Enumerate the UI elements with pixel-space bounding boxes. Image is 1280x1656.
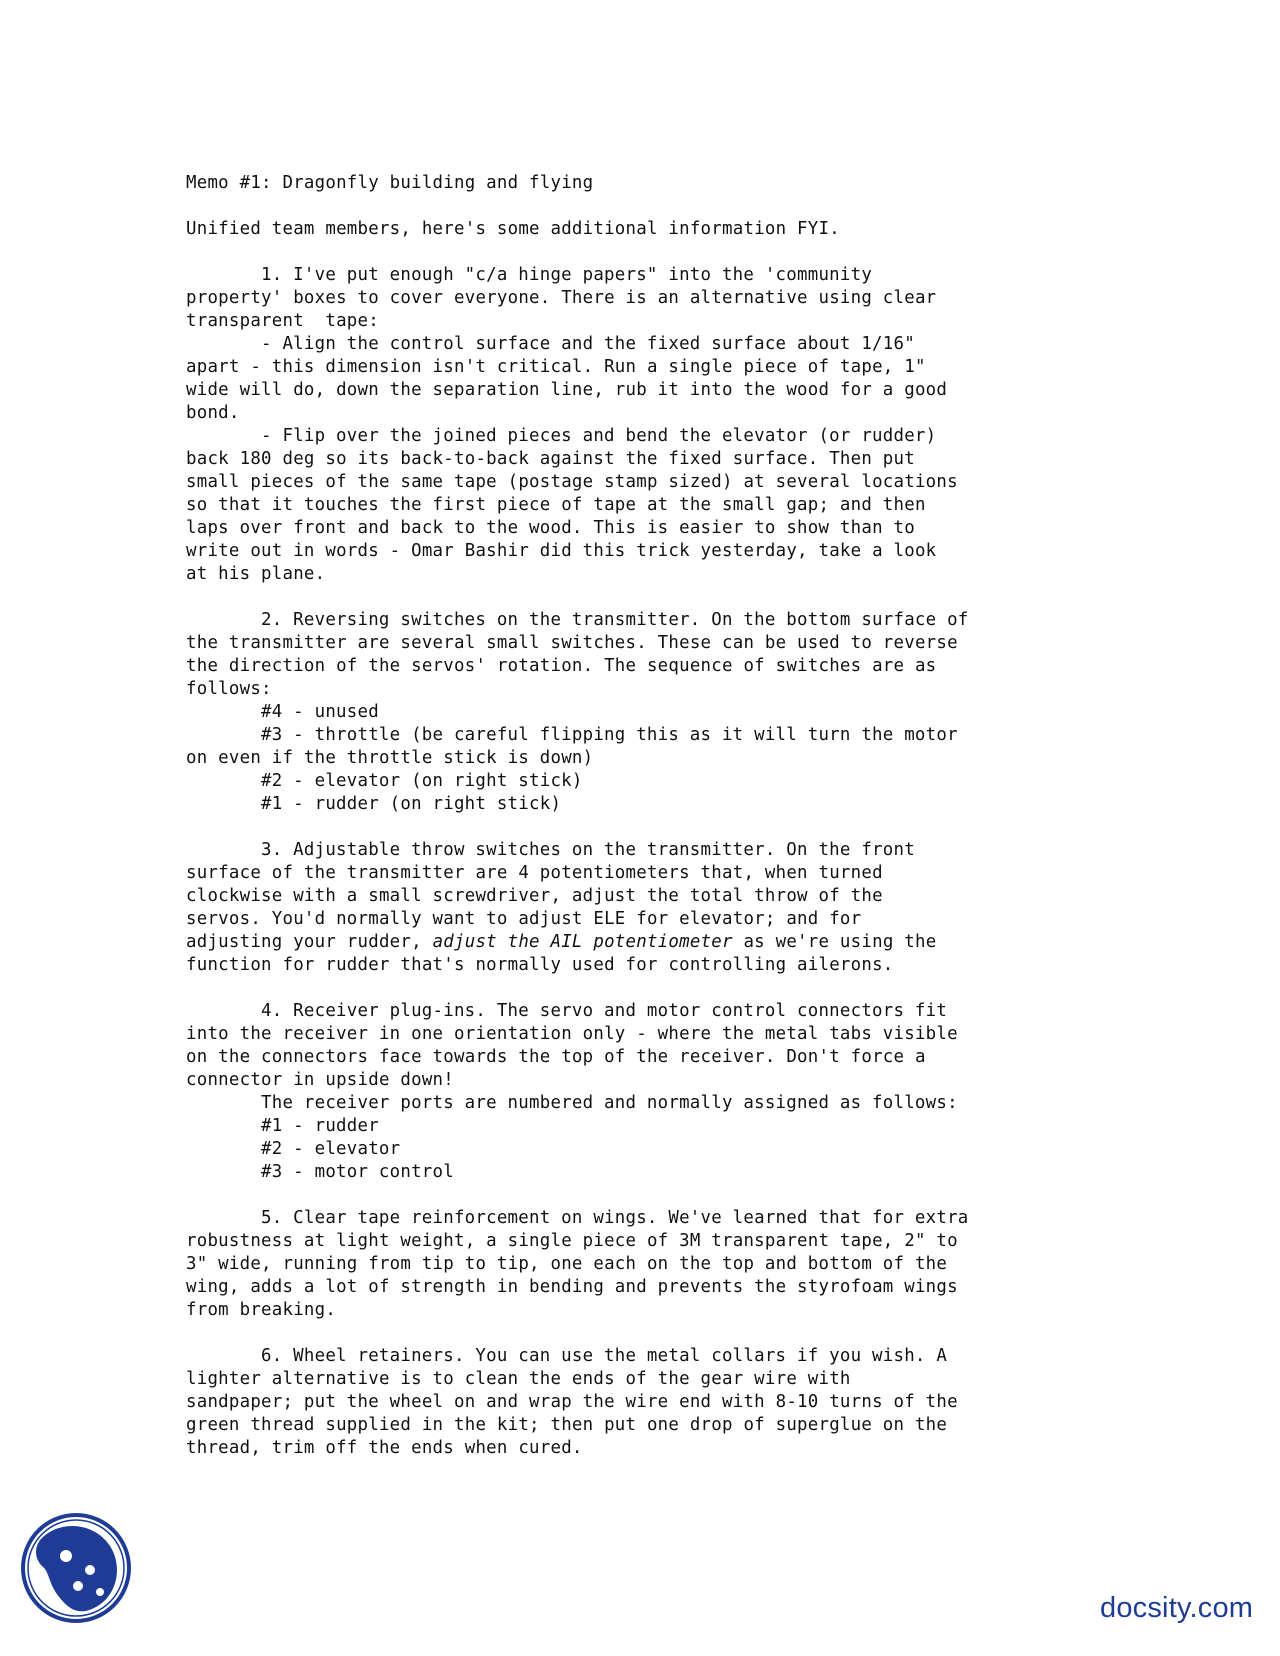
text-run: adjusting your rudder, [186,932,433,952]
paragraph-line: from breaking. [186,1300,337,1320]
paragraph-line: property' boxes to cover everyone. There is an alternative using clear [186,288,937,308]
port-list-item: #2 - elevator [261,1139,401,1159]
paragraph-line: so that it touches the first piece of tape at the small gap; and then [186,495,926,515]
emphasis-text: adjust the AIL potentiometer [432,932,733,952]
port-list-item: #1 - rudder [261,1116,379,1136]
paragraph-line: servos. You'd normally want to adjust ELE for elevator; and for [186,909,862,929]
paragraph-line: the transmitter are several small switches. These can be used to reverse [186,633,958,653]
memo-item-1 [186,264,1026,586]
paragraph-line: back 180 deg so its back-to-back against the fixed surface. Then put [186,449,915,469]
memo-item-6 [186,1345,1026,1460]
paragraph-line: follows: [186,679,272,699]
paragraph-line: wide will do, down the separation line, rub it into the wood for a good [186,380,948,400]
paragraph-line: The receiver ports are numbered and normally assigned as follows: [261,1093,958,1113]
switch-list-item: #2 - elevator (on right stick) [261,771,583,791]
docsity-brand-link[interactable]: docsity.com [1100,1592,1254,1624]
paragraph-line: bond. [186,403,240,423]
paragraph-line: - Align the control surface and the fixed surface about 1/16" [261,334,915,354]
paragraph-line: 1. I've put enough "c/a hinge papers" into the 'community [261,265,873,285]
switch-list-item: #1 - rudder (on right stick) [261,794,562,814]
paragraph-line: write out in words - Omar Bashir did this trick yesterday, take a look [186,541,937,561]
memo-item-2 [186,609,1026,816]
paragraph-line: 6. Wheel retainers. You can use the metal collars if you wish. A [261,1346,948,1366]
paragraph-line: at his plane. [186,564,326,584]
switch-list-item: #3 - throttle (be careful flipping this as it will turn the motor [261,725,958,745]
memo-intro: Unified team members, here's some additional information FYI. [186,219,840,239]
memo-item-4 [186,1000,1026,1184]
paragraph-line: on even if the throttle stick is down) [186,748,594,768]
paragraph-line: 3" wide, running from tip to tip, one each on the top and bottom of the [186,1254,948,1274]
paragraph-line: clockwise with a small screwdriver, adjust the total throw of the [186,886,883,906]
paragraph-line: thread, trim off the ends when cured. [186,1438,583,1458]
paragraph-line: apart - this dimension isn't critical. Run a single piece of tape, 1" [186,357,926,377]
paragraph-line: robustness at light weight, a single piece of 3M transparent tape, 2" to [186,1231,958,1251]
paragraph-line: the direction of the servos' rotation. The sequence of switches are as [186,656,937,676]
paragraph-line [186,931,1026,954]
switch-list-item: #4 - unused [261,702,379,722]
paragraph-line: function for rudder that's normally used for controlling ailerons. [186,955,894,975]
paragraph-line: 4. Receiver plug-ins. The servo and motor control connectors fit [261,1001,948,1021]
paragraph-line: green thread supplied in the kit; then put one drop of superglue on the [186,1415,948,1435]
paragraph-line: - Flip over the joined pieces and bend the elevator (or rudder) [261,426,937,446]
docsity-logo-icon[interactable] [20,1512,132,1624]
paragraph-line: laps over front and back to the wood. This is easier to show than to [186,518,915,538]
paragraph-line: wing, adds a lot of strength in bending and prevents the styrofoam wings [186,1277,958,1297]
logo-graphic [20,1512,132,1624]
memo-document [186,172,1026,1460]
paragraph-line: small pieces of the same tape (postage stamp sized) at several locations [186,472,958,492]
memo-item-3 [186,839,1026,977]
paragraph-line: sandpaper; put the wheel on and wrap the wire end with 8-10 turns of the [186,1392,958,1412]
paragraph-line: 5. Clear tape reinforcement on wings. We've learned that for extra [261,1208,969,1228]
paragraph-line: transparent tape: [186,311,379,331]
paragraph-line: 2. Reversing switches on the transmitter. On the bottom surface of [261,610,969,630]
memo-item-5 [186,1207,1026,1322]
memo-title: Memo #1: Dragonfly building and flying [186,173,594,193]
paragraph-line: on the connectors face towards the top of the receiver. Don't force a [186,1047,926,1067]
paragraph-line: connector in upside down! [186,1070,455,1090]
paragraph-line: into the receiver in one orientation only - where the metal tabs visible [186,1024,958,1044]
paragraph-line: lighter alternative is to clean the ends of the gear wire with [186,1369,851,1389]
text-run: as we're using the [732,932,937,952]
port-list-item: #3 - motor control [261,1162,454,1182]
paragraph-line: surface of the transmitter are 4 potentiometers that, when turned [186,863,883,883]
paragraph-line: 3. Adjustable throw switches on the transmitter. On the front [261,840,915,860]
